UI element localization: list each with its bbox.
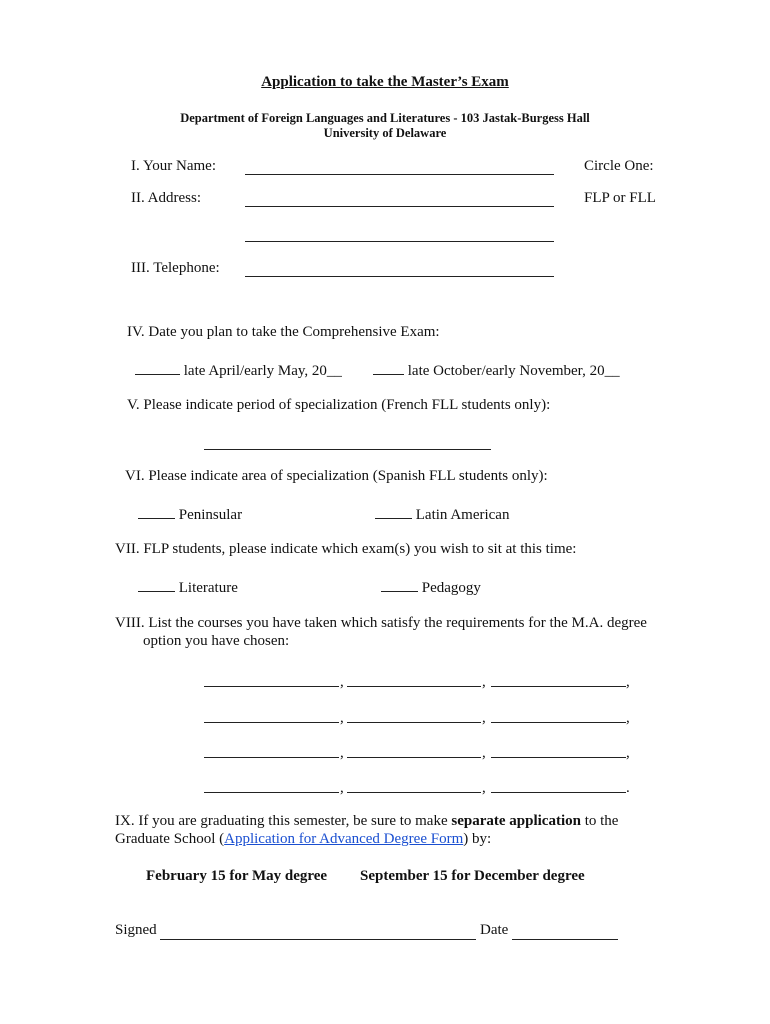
courses-question: VIII. List the courses you have taken which satisfy the requirements for the M.A. degree <box>115 615 647 631</box>
peninsular-label: Peninsular <box>178 507 243 523</box>
course-separator: , <box>340 745 344 761</box>
course-field[interactable] <box>204 686 339 687</box>
course-separator: , <box>626 745 630 761</box>
course-field[interactable] <box>347 722 481 723</box>
course-field[interactable] <box>204 757 339 758</box>
literature-blank[interactable] <box>138 578 175 592</box>
literature-option[interactable] <box>138 578 238 597</box>
course-separator: , <box>626 710 630 726</box>
course-field[interactable] <box>491 792 626 793</box>
course-separator: , <box>482 780 486 796</box>
address-label: II. Address: <box>131 190 201 206</box>
exam-date-fall-label: late October/early November, 20__ <box>407 363 620 379</box>
course-separator: , <box>482 710 486 726</box>
exam-date-spring-blank[interactable] <box>135 361 180 375</box>
course-field[interactable] <box>347 757 481 758</box>
course-separator: , <box>340 780 344 796</box>
course-field[interactable] <box>347 686 481 687</box>
courses-question-continued: option you have chosen: <box>143 633 290 649</box>
course-separator: , <box>340 674 344 690</box>
course-field[interactable] <box>347 792 481 793</box>
course-field[interactable] <box>491 686 626 687</box>
address-field-line2[interactable] <box>245 241 554 242</box>
name-label: I. Your Name: <box>131 158 216 174</box>
signed-label: Signed <box>115 922 157 938</box>
course-separator: , <box>482 745 486 761</box>
course-field[interactable] <box>204 722 339 723</box>
advanced-degree-form-link[interactable]: Application for Advanced Degree Form <box>224 831 464 847</box>
course-separator: , <box>626 674 630 690</box>
latin-american-blank[interactable] <box>375 505 412 519</box>
exam-date-fall-blank[interactable] <box>373 361 404 375</box>
may-deadline: February 15 for May degree <box>146 868 328 884</box>
graduate-school-text-end: ) by: <box>463 831 492 847</box>
course-field[interactable] <box>491 757 626 758</box>
course-field[interactable] <box>491 722 626 723</box>
address-field-line1[interactable] <box>245 206 554 207</box>
exam-date-question: IV. Date you plan to take the Comprehensive Exam: <box>127 324 440 340</box>
university-line: University of Delaware <box>323 126 447 140</box>
spanish-specialization-question: VI. Please indicate area of specialization (Spanish FLL students only): <box>125 468 548 484</box>
pedagogy-blank[interactable] <box>381 578 418 592</box>
literature-label: Literature <box>178 580 238 596</box>
exam-date-fall-option[interactable] <box>373 361 620 380</box>
department-line: Department of Foreign Languages and Literatures - 103 Jastak-Burgess Hall <box>180 111 590 125</box>
latin-american-label: Latin American <box>415 507 510 523</box>
course-separator: , <box>482 674 486 690</box>
graduation-note-line2 <box>115 831 491 848</box>
course-period: . <box>626 780 630 796</box>
telephone-field[interactable] <box>245 276 554 277</box>
program-choice[interactable]: FLP or FLL <box>584 190 656 206</box>
december-deadline: September 15 for December degree <box>360 868 585 884</box>
flp-exam-question: VII. FLP students, please indicate which exam(s) you wish to sit at this time: <box>115 541 577 557</box>
signature-field[interactable] <box>160 939 476 940</box>
form-title: Application to take the Master’s Exam <box>261 74 509 90</box>
telephone-label: III. Telephone: <box>131 260 220 276</box>
graduation-note-line1 <box>115 813 618 830</box>
date-label: Date <box>480 922 509 938</box>
latin-american-option[interactable] <box>375 505 509 524</box>
graduation-note-text: IX. If you are graduating this semester, be sure to make <box>115 813 452 829</box>
pedagogy-label: Pedagogy <box>421 580 481 596</box>
course-field[interactable] <box>204 792 339 793</box>
name-field[interactable] <box>245 174 554 175</box>
course-separator: , <box>340 710 344 726</box>
graduation-note-text-end: to the <box>580 813 619 829</box>
peninsular-option[interactable] <box>138 505 242 524</box>
circle-one-label: Circle One: <box>584 158 654 174</box>
date-field[interactable] <box>512 939 618 940</box>
french-specialization-question: V. Please indicate period of specialization (French FLL students only): <box>127 397 551 413</box>
peninsular-blank[interactable] <box>138 505 175 519</box>
separate-application-emphasis: separate application <box>451 813 581 829</box>
exam-date-spring-option[interactable] <box>135 361 342 380</box>
french-specialization-field[interactable] <box>204 449 491 450</box>
graduate-school-text: Graduate School ( <box>115 831 225 847</box>
exam-date-spring-label: late April/early May, 20__ <box>183 363 342 379</box>
pedagogy-option[interactable] <box>381 578 481 597</box>
